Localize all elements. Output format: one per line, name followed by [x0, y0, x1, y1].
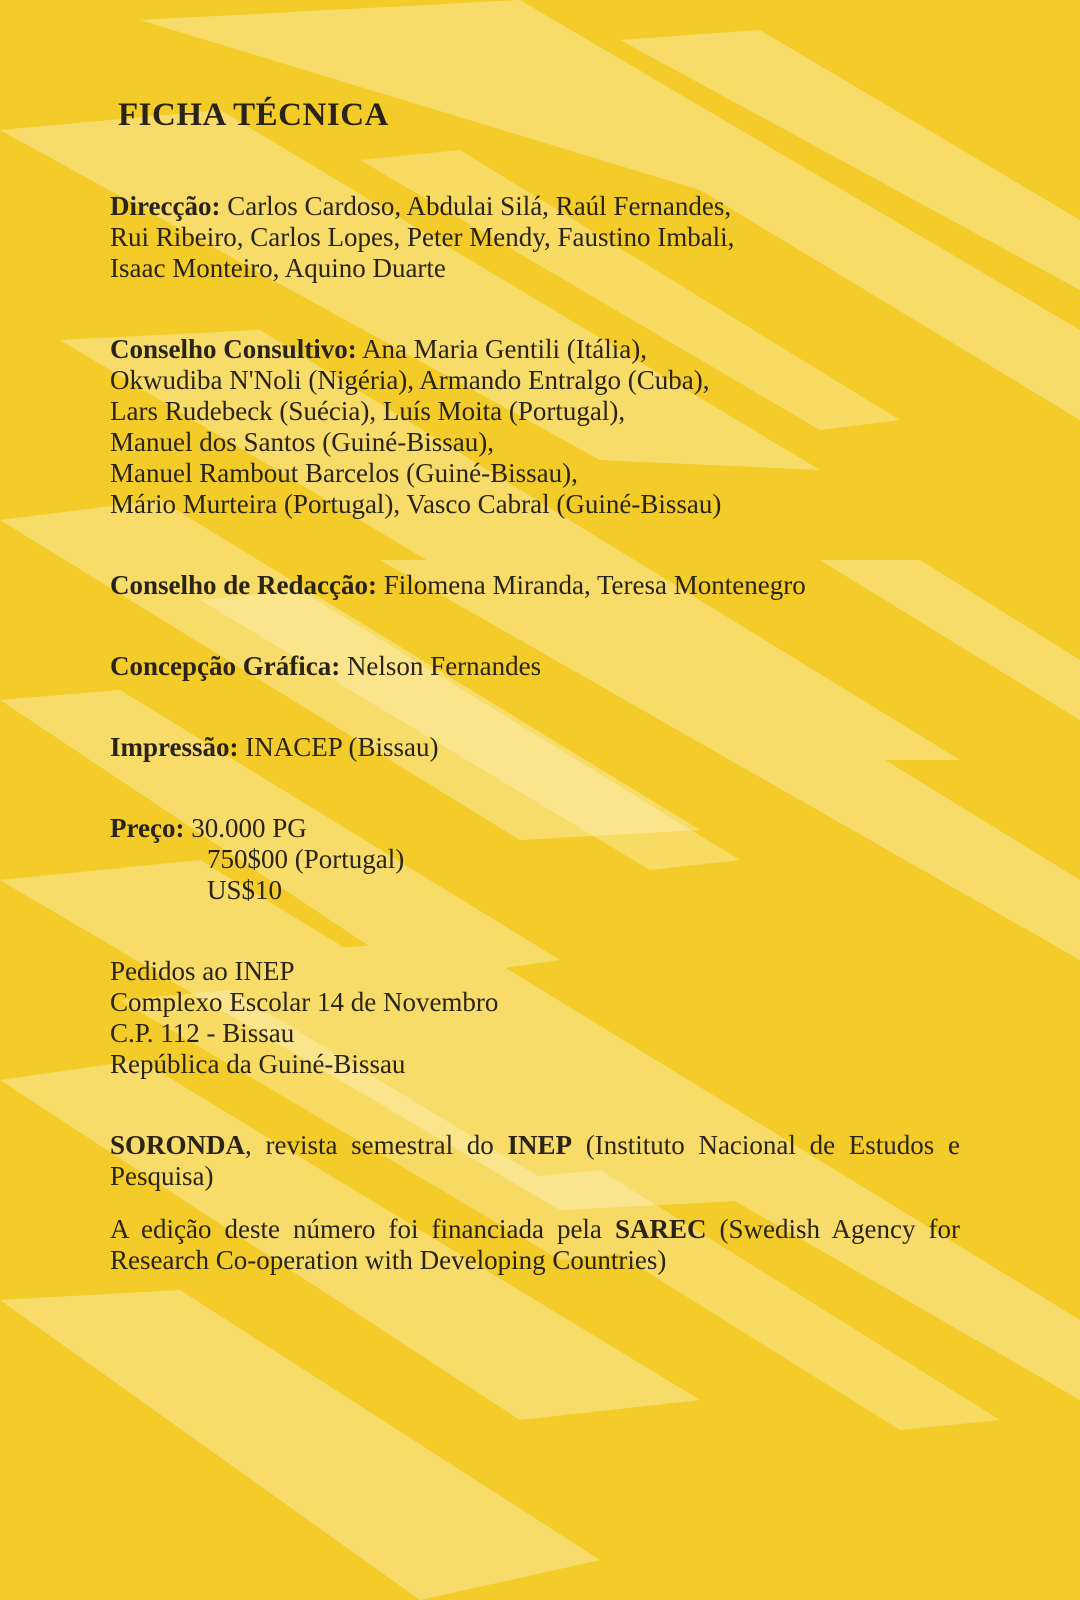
direccao-text: Carlos Cardoso, Abdulai Silá, Raúl Fernandes, — [227, 191, 732, 221]
conselho-redaccao-section — [110, 570, 1010, 601]
consultivo-line-6: Mário Murteira (Portugal), Vasco Cabral (Guiné-Bissau) — [110, 489, 722, 519]
consultivo-line-5: Manuel Rambout Barcelos (Guiné-Bissau), — [110, 458, 578, 488]
direccao-line-3: Isaac Monteiro, Aquino Duarte — [110, 253, 446, 283]
ficha-tecnica — [110, 97, 1010, 1276]
direccao-label: Direcção: — [110, 191, 221, 221]
concepcao-line — [110, 651, 1010, 682]
direccao-section — [110, 191, 1010, 284]
edicao-paragraph — [110, 1214, 960, 1276]
soronda-text-1: , revista semestral do — [245, 1130, 508, 1160]
impressao-section — [110, 732, 1010, 763]
sarec-name: SAREC — [614, 1214, 707, 1244]
preco-label: Preço: — [110, 813, 185, 843]
redaccao-value: Filomena Miranda, Teresa Montenegro — [383, 570, 806, 600]
consultivo-text: Ana Maria Gentili (Itália), — [362, 334, 647, 364]
consultivo-line-1 — [110, 334, 1010, 365]
consultivo-line-2: Okwudiba N'Noli (Nigéria), Armando Entralgo (Cuba), — [110, 365, 710, 395]
soronda-paragraph — [110, 1130, 960, 1192]
concepcao-label: Concepção Gráfica: — [110, 651, 341, 681]
redaccao-line — [110, 570, 1010, 601]
preco-line-1 — [110, 813, 1010, 844]
concepcao-value: Nelson Fernandes — [346, 651, 542, 681]
direccao-line-1 — [110, 191, 1010, 222]
direccao-line-2: Rui Ribeiro, Carlos Lopes, Peter Mendy, Faustino Imbali, — [110, 222, 735, 252]
consultivo-line-3: Lars Rudebeck (Suécia), Luís Moita (Portugal), — [110, 396, 626, 426]
pedidos-section — [110, 956, 1010, 1080]
impressao-line — [110, 732, 1010, 763]
pedidos-line-1: Pedidos ao INEP — [110, 956, 295, 986]
impressao-value: INACEP (Bissau) — [245, 732, 439, 762]
redaccao-label: Conselho de Redacção: — [110, 570, 377, 600]
consultivo-label: Conselho Consultivo: — [110, 334, 357, 364]
preco-section — [110, 813, 1010, 906]
pedidos-line-2: Complexo Escolar 14 de Novembro — [110, 987, 499, 1017]
impressao-label: Impressão: — [110, 732, 239, 762]
soronda-text-2: (Instituto Nacional de Estudos e Pesquisa) — [110, 1130, 960, 1191]
inep-name: INEP — [507, 1130, 573, 1160]
concepcao-grafica-section — [110, 651, 1010, 682]
preco-value-3: US$10 — [207, 875, 283, 905]
conselho-consultivo-section — [110, 334, 1010, 520]
soronda-name: SORONDA — [110, 1130, 246, 1160]
page-title: FICHA TÉCNICA — [118, 97, 389, 133]
pedidos-line-3: C.P. 112 - Bissau — [110, 1018, 295, 1048]
edicao-text-2: (Swedish Agency for Research Co-operation with Developing Countries) — [110, 1214, 960, 1275]
preco-value-1: 30.000 PG — [191, 813, 307, 843]
preco-value-2: 750$00 (Portugal) — [207, 844, 405, 874]
pedidos-line-4: República da Guiné-Bissau — [110, 1049, 406, 1079]
edicao-text-1: A edição deste número foi financiada pela — [110, 1214, 615, 1244]
consultivo-line-4: Manuel dos Santos (Guiné-Bissau), — [110, 427, 494, 457]
